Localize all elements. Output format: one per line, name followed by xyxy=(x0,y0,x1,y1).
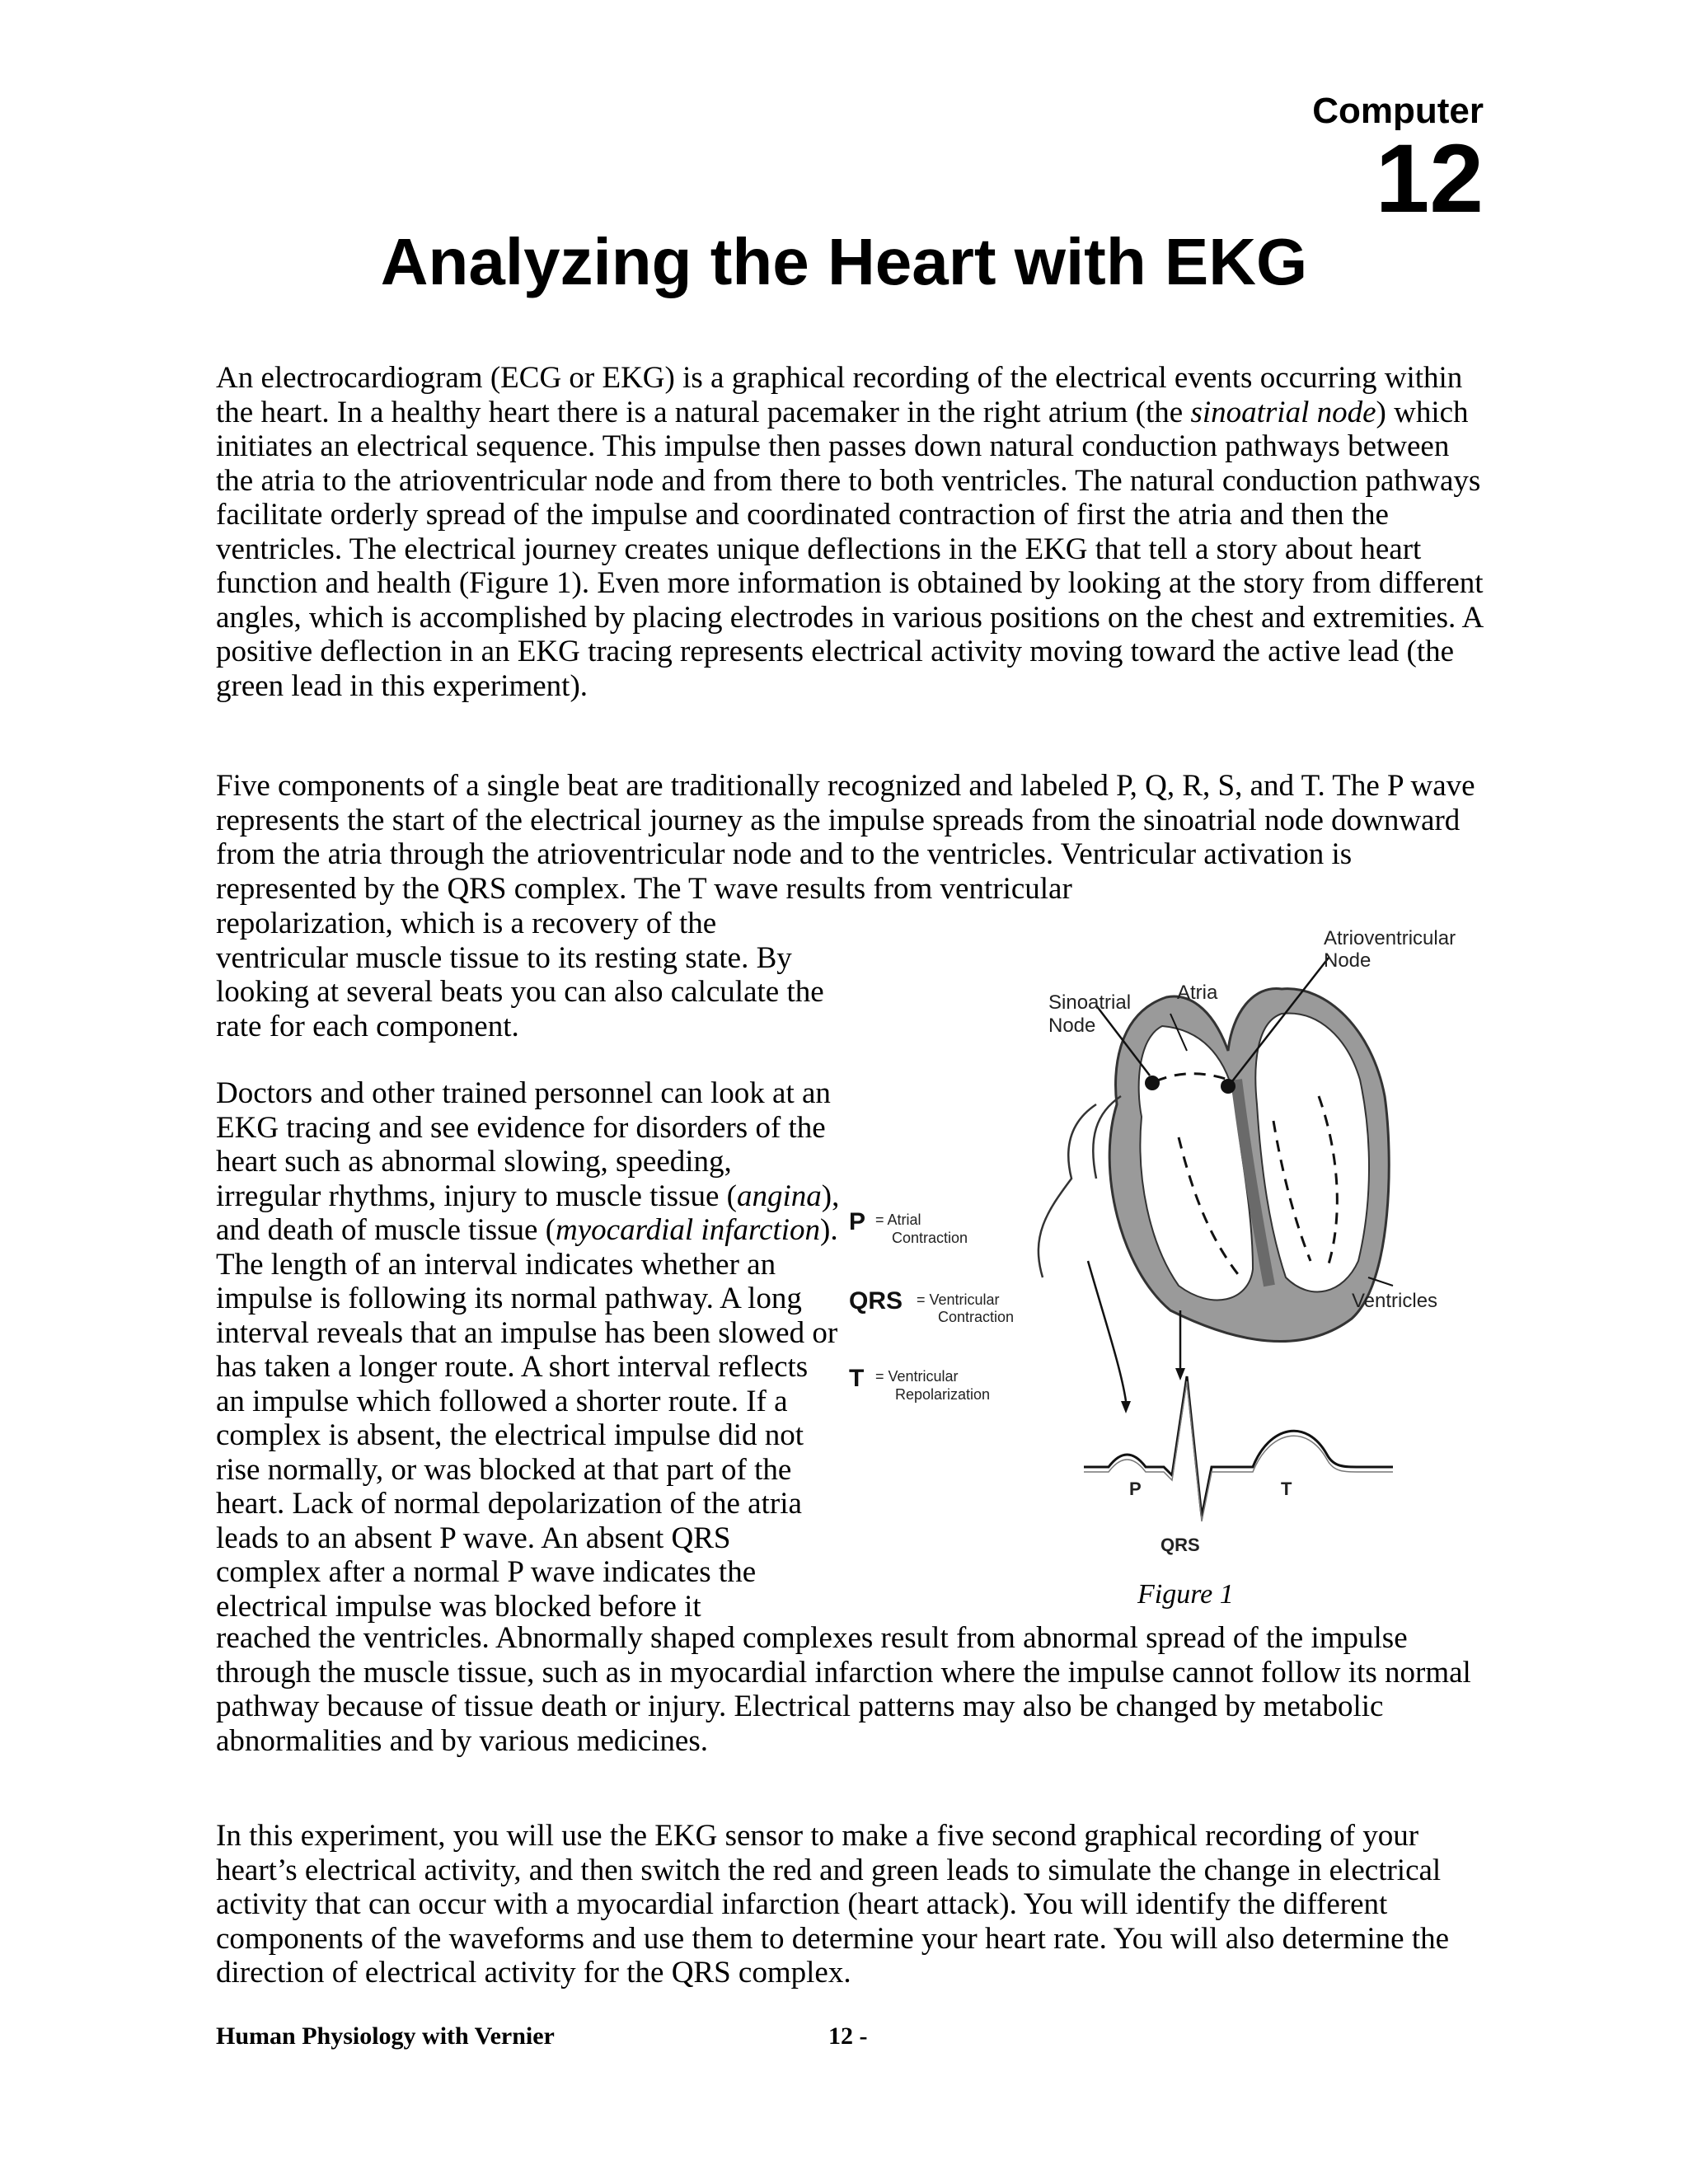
legend-qrs-line2: Contraction xyxy=(938,1309,1015,1325)
footer-page-number: 12 - xyxy=(828,2022,868,2050)
experiment-paragraph: In this experiment, you will use the EKG sensor to make a five second graphical recording of your heart’s electrical activity, and then switch the red and green leads to simulate the change in electrical activity that can occur with a myocardial infarction (heart attack). You will identify the different components of the waveforms and use them to determine your heart rate. You will also determine the direction of electrical activity for the QRS complex. xyxy=(216,1819,1450,1990)
components-paragraph: Five components of a single beat are traditionally recognized and labeled P, Q, R, S, and T. The P wave represents the start of the electrical journey as the impulse spreads from the sinoatrial node downward from the atria through the atrioventricular node and to the ventricles. Ventricular activation is represented by the QRS complex. The T wave results from ventricular xyxy=(216,769,1475,906)
text-run: ), and death of muscle tissue ( xyxy=(216,1179,840,1247)
emphasis-term: sinoatrial node xyxy=(1190,395,1376,429)
legend-p-symbol: P xyxy=(849,1208,866,1235)
trace-label-p: P xyxy=(1129,1479,1142,1499)
text-run: Doctors and other trained personnel can look at an EKG tracing and see evidence for disorders of the heart such as abnormal slowing, speeding, irregular rhythms, injury to muscle tissue ( xyxy=(216,1076,831,1213)
chapter-label: Computer xyxy=(1312,91,1484,131)
legend-t-line1: = Ventricular xyxy=(875,1368,959,1385)
arrow-head-qrs xyxy=(1175,1368,1185,1380)
trace-label-qrs: QRS xyxy=(1160,1535,1200,1555)
text-run: An electrocardiogram (ECG or EKG) is a graphical recording of the electrical events occurring within the heart. In a healthy heart there is a natural pacemaker in the right atrium (the xyxy=(216,361,1463,429)
vessel-left xyxy=(1039,1104,1096,1277)
sa-node-label-line2: Node xyxy=(1048,1015,1096,1037)
av-node-label-line2: Node xyxy=(1324,949,1372,972)
legend-qrs-symbol: QRS xyxy=(849,1287,903,1315)
av-node-label-line1: Atrioventricular xyxy=(1324,927,1456,949)
legend-p-line1: = Atrial xyxy=(875,1212,921,1228)
emphasis-term: angina xyxy=(736,1179,822,1213)
components-paragraph-cont: repolarization, which is a recovery of the ventricular muscle tissue to its resting state. By looking at several beats you can also calculate the rate for each component. xyxy=(216,907,824,1043)
sa-node-label-line1: Sinoatrial xyxy=(1048,991,1132,1014)
text-run: ). The length of an interval indicates whether an impulse is following its normal pathway. A long interval reveals that an impulse has been slowed or has taken a longer route. A short interval reflects an impulse which followed a shorter route. If a complex is absent, the electrical impulse did not rise normally, or was blocked at that part of the heart. Lack of normal depolarization of the atria leads to an absent P wave. An absent QRS complex after a normal P wave indicates the electrical impulse was blocked before it xyxy=(216,1213,838,1624)
legend-qrs-line1: = Ventricular xyxy=(917,1291,1000,1308)
ventricles-label: Ventricles xyxy=(1352,1290,1438,1312)
emphasis-term: myocardial infarction xyxy=(556,1213,820,1247)
legend-p-line2: Contraction xyxy=(892,1230,968,1246)
trace-label-t: T xyxy=(1281,1479,1292,1499)
footer-book-title: Human Physiology with Vernier xyxy=(216,2022,555,2050)
legend-t-symbol: T xyxy=(849,1365,865,1392)
atria-label: Atria xyxy=(1177,982,1218,1004)
page-title: Analyzing the Heart with EKG xyxy=(380,225,1308,298)
sinoatrial-node xyxy=(1145,1076,1160,1090)
figure-caption: Figure 1 xyxy=(1137,1579,1234,1610)
heart-ekg-figure xyxy=(824,907,1484,1632)
chapter-number: 12 xyxy=(1375,124,1484,233)
intro-paragraph xyxy=(216,361,1492,703)
legend-t-line2: Repolarization xyxy=(895,1386,991,1403)
arrow-head-p xyxy=(1121,1401,1131,1413)
disorders-paragraph-cont: reached the ventricles. Abnormally shaped complexes result from abnormal spread of the impulse through the muscle tissue, such as in myocardial infarction where the impulse cannot follow its normal pathway because of tissue death or injury. Electrical patterns may also be changed by metabolic abnormalities and by various medicines. xyxy=(216,1621,1471,1758)
disorders-paragraph xyxy=(216,1076,842,1624)
text-run: ) which initiates an electrical sequence. This impulse then passes down natural conduction pathways between the atria to the atrioventricular node and from there to both ventricles. The natural conduction pathways facilitate orderly spread of the impulse and coordinated contraction of first the atria and then the ventricles. The electrical journey creates unique deflections in the EKG that tell a story about heart function and health (Figure 1). Even more information is obtained by looking at the story from different angles, which is accomplished by placing electrodes in various positions on the chest and extremities. A positive deflection in an EKG tracing represents electrical activity moving toward the active lead (the green lead in this experiment). xyxy=(216,395,1484,703)
arrow-to-p xyxy=(1088,1261,1126,1401)
